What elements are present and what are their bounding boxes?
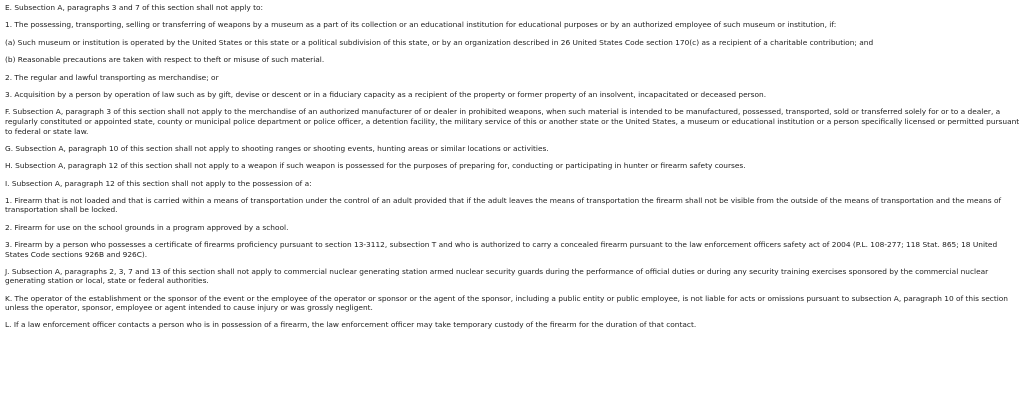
paragraph-k: K. The operator of the establishment or the sponsor of the event or the employee of the operator or sponsor or the agent of the sponsor, including a public entity or public employee, is not liable for acts or omissions pursuant to subsection A, paragraph 10 of this section unless the operator, sponsor, employee or agent intended to cause injury or was grossly negligent.	[5, 293, 1008, 313]
paragraph-e-1-a: (a) Such museum or institution is operated by the United States or this state or a political subdivision of this state, or by an organization described in 26 United States Code section 170(c) as a recipient of a charitable contribution; and	[5, 37, 874, 47]
paragraph-g: G. Subsection A, paragraph 10 of this section shall not apply to shooting ranges or shooting events, hunting areas or similar locations or activities.	[5, 143, 549, 153]
paragraph-e-3: 3. Acquisition by a person by operation of law such as by gift, devise or descent or in a fiduciary capacity as a recipient of the property or former property of an insolvent, incapacitated or deceased person.	[5, 89, 767, 99]
paragraph-j: J. Subsection A, paragraphs 2, 3, 7 and 13 of this section shall not apply to commercial nuclear generating station armed nuclear security guards during the performance of official duties or during any security training exercises sponsored by the commercial nuclear generating station or local, state or federal authorities.	[5, 266, 989, 286]
paragraph-i: I. Subsection A, paragraph 12 of this section shall not apply to the possession of a:	[5, 178, 312, 188]
paragraph-e-2: 2. The regular and lawful transporting as merchandise; or	[5, 72, 219, 82]
paragraph-l: L. If a law enforcement officer contacts a person who is in possession of a firearm, the law enforcement officer may take temporary custody of the firearm for the duration of that contact.	[5, 320, 697, 330]
paragraph-h: H. Subsection A, paragraph 12 of this section shall not apply to a weapon if such weapon is possessed for the purposes of preparing for, conducting or participating in hunter or firearm safety courses.	[5, 161, 746, 171]
paragraph-i-2: 2. Firearm for use on the school grounds in a program approved by a school.	[5, 222, 289, 232]
paragraph-i-1: 1. Firearm that is not loaded and that is carried within a means of transportation under the control of an adult provided that if the adult leaves the means of transportation the firearm shall not be visible from the outside of the means of transportation and the means of transportation shall be locked.	[5, 195, 1002, 215]
paragraph-f: F. Subsection A, paragraph 3 of this section shall not apply to the merchandise of an authorized manufacturer of or dealer in prohibited weapons, when such material is intended to be manufactured, possessed, transported, sold or transferred solely for or to a dealer, a regularly constituted or appointed state, county or municipal police department or police officer, a detention facility, the military service of this or another state or the United States, a museum or educational institution or a person specifically licensed or permitted pursuant to federal or state law.	[5, 107, 1020, 136]
paragraph-e-1-b: (b) Reasonable precautions are taken with respect to theft or misuse of such material.	[5, 55, 325, 65]
paragraph-e-1: 1. The possessing, transporting, selling or transferring of weapons by a museum as a part of its collection or an educational institution for educational purposes or by an authorized employee of such museum or institution, if:	[5, 20, 837, 30]
paragraph-i-3: 3. Firearm by a person who possesses a certificate of firearms proficiency pursuant to section 13-3112, subsection T and who is authorized to carry a concealed firearm pursuant to the law enforcement officers safety act of 2004 (P.L. 108-277; 118 Stat. 865; 18 United States Code sections 926B and 926C).	[5, 240, 998, 259]
paragraph-e: E. Subsection A, paragraphs 3 and 7 of this section shall not apply to:	[5, 3, 263, 12]
